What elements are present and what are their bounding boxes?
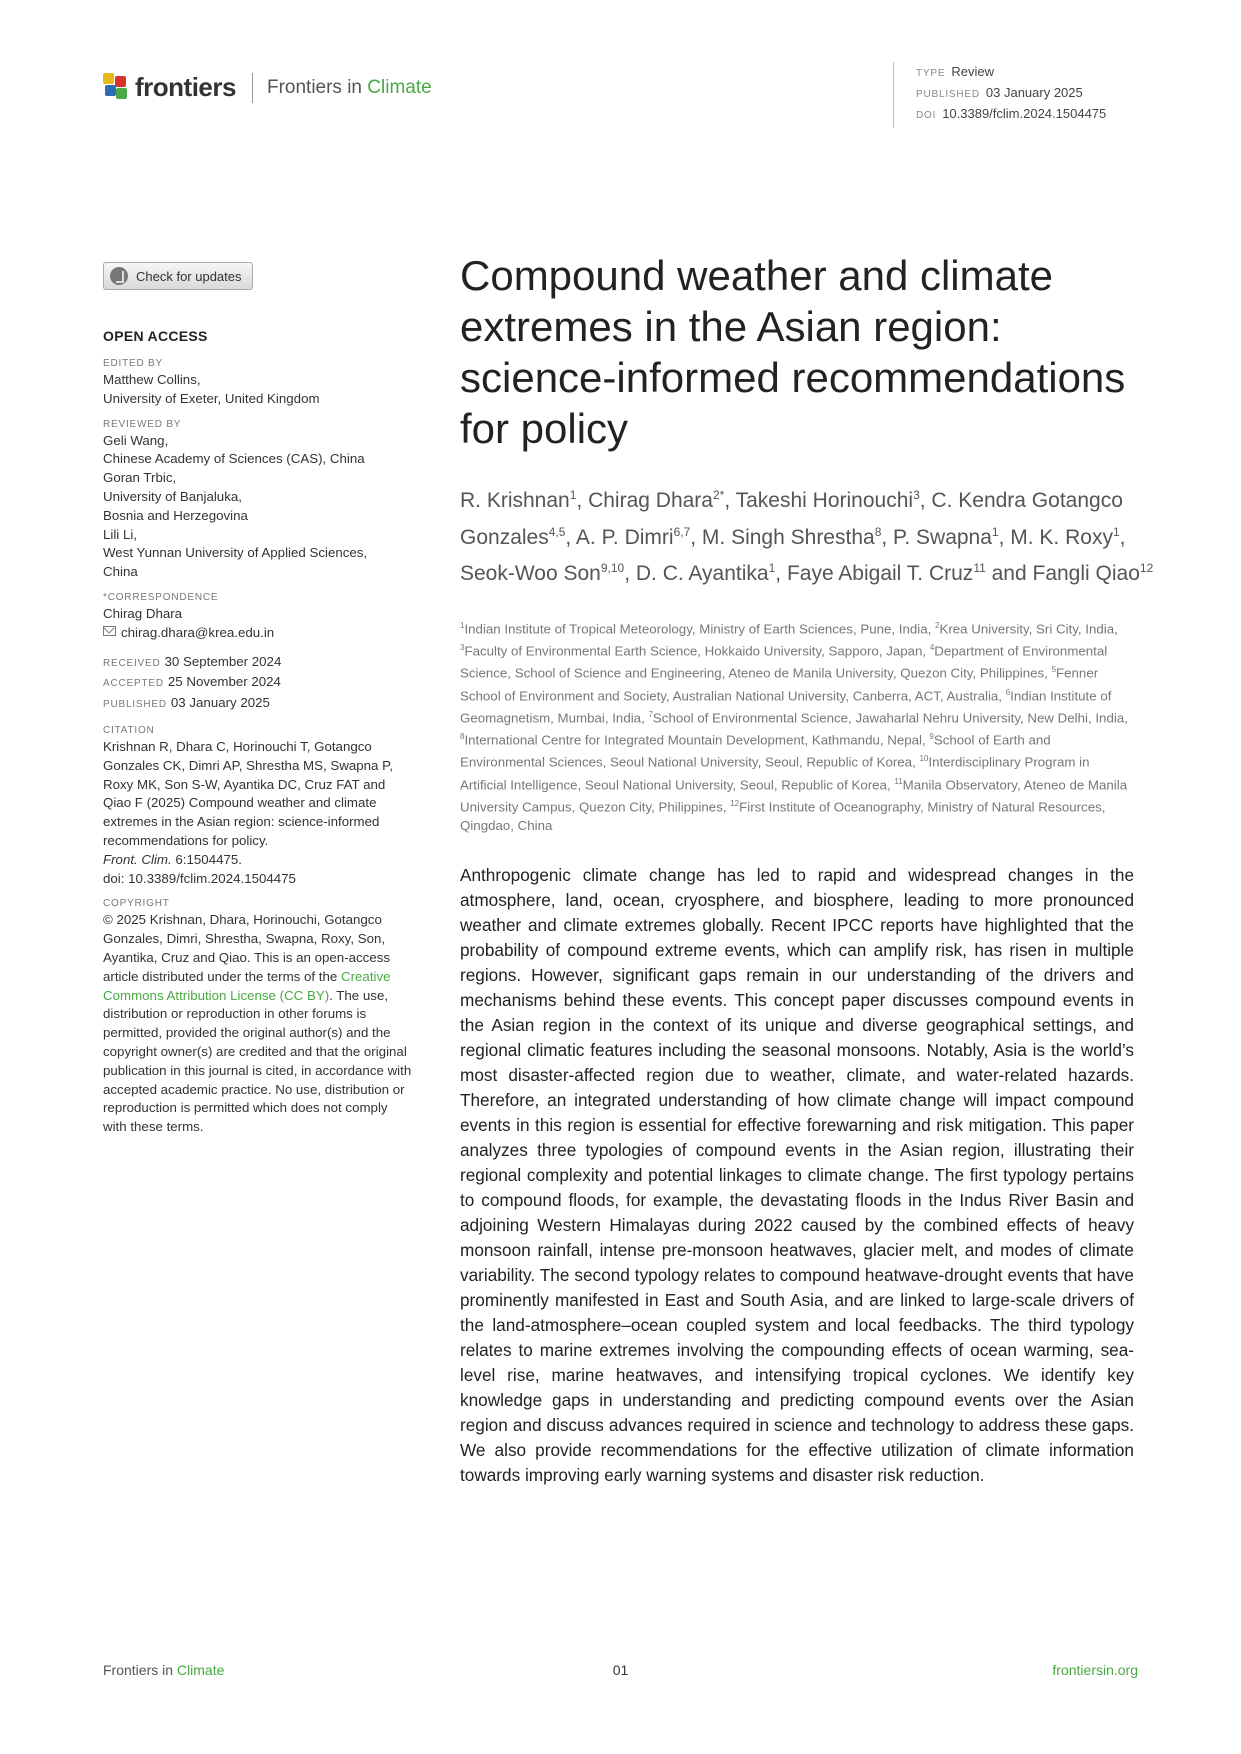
meta-type-value: Review — [951, 64, 994, 79]
meta-type-key: TYPE — [916, 68, 946, 79]
mail-icon — [103, 626, 116, 636]
author-affiliation-marker: 1 — [569, 488, 577, 502]
edited-by-line: Matthew Collins, — [103, 372, 201, 387]
meta-published-value: 03 January 2025 — [985, 85, 1083, 100]
affiliation-marker: 5 — [1051, 665, 1057, 675]
author-affiliation-marker: 3 — [913, 488, 920, 502]
logo-divider — [252, 73, 253, 103]
received-key: RECEIVED — [103, 657, 161, 669]
author-separator: , — [998, 525, 1011, 549]
affiliation-list — [460, 617, 1130, 836]
author-affiliation-marker: 9,10 — [600, 561, 625, 575]
author-separator: , — [565, 525, 576, 549]
author-name[interactable]: D. C. Ayantika — [635, 562, 769, 585]
citation-body: Krishnan R, Dhara C, Horinouchi T, Gotangco Gonzales CK, Dimri AP, Shrestha MS, Swapna P, Roxy MK, Son S-W, Ayantika DC, Cruz FAT and Qiao F (2025) Compound weather and climate extremes in the Asian region: science-informed recommendations for policy. — [103, 738, 393, 848]
affiliation-marker: 6 — [1005, 687, 1011, 697]
received-value: 30 September 2024 — [164, 653, 282, 669]
author-separator: , — [576, 489, 589, 512]
author-name[interactable]: Chirag Dhara — [588, 489, 713, 512]
author-affiliation-marker: 1 — [768, 561, 776, 575]
article-meta — [893, 62, 1106, 128]
author-name[interactable]: R. Krishnan — [460, 489, 570, 512]
author-affiliation-marker: 12 — [1139, 561, 1154, 575]
author-separator: and — [985, 562, 1033, 585]
published-date — [103, 694, 413, 715]
citation-journal: Front. Clim. — [103, 851, 172, 867]
reviewed-by-heading: REVIEWED BY — [103, 418, 182, 430]
author-list — [460, 480, 1160, 590]
meta-type — [916, 62, 1106, 83]
author-separator: , — [1119, 525, 1126, 549]
affiliation-text: Manila Observatory, Ateneo de Manila University Campus, Quezon City, Philippines, — [460, 776, 1128, 815]
affiliation-marker: 3 — [460, 643, 465, 653]
affiliation-text: School of Environmental Science, Jawaharlal Nehru University, New Delhi, India, — [652, 710, 1128, 726]
author-separator: , — [881, 525, 894, 549]
footer-site-link[interactable]: frontiersin.org — [1052, 1662, 1138, 1678]
reviewed-by-line: Chinese Academy of Sciences (CAS), China — [103, 451, 365, 467]
author-affiliation-marker: 11 — [973, 561, 986, 575]
received-date — [103, 653, 413, 674]
citation-text — [103, 738, 413, 888]
copyright-heading: COPYRIGHT — [103, 898, 170, 910]
footer-journal-name: Climate — [176, 1662, 225, 1678]
edited-by-list — [103, 371, 413, 409]
correspondence-email-text[interactable]: chirag.dhara@krea.edu.in — [121, 624, 275, 640]
affiliation-text: Indian Institute of Geomagnetism, Mumbai, India, — [460, 688, 1112, 726]
affiliation-text: Fenner School of Environment and Society, Australian National University, Canberra, ACT, Australia, — [460, 665, 1099, 704]
correspondence-email[interactable] — [103, 624, 413, 643]
author-name[interactable]: C. Kendra Gotangco Gonzales — [460, 489, 1123, 549]
affiliation-marker: 8 — [460, 732, 465, 742]
author-affiliation-marker: 2* — [712, 488, 725, 502]
sidebar — [103, 328, 413, 1137]
affiliation-text: Indian Institute of Tropical Meteorology, Ministry of Earth Sciences, Pune, India, — [464, 621, 936, 637]
author-separator: , — [724, 489, 736, 512]
affiliation-text: Faculty of Environmental Earth Science, Hokkaido University, Sapporo, Japan, — [464, 643, 930, 659]
affiliation-text: International Centre for Integrated Mountain Development, Kathmandu, Nepal, — [464, 732, 930, 748]
accepted-value: 25 November 2024 — [167, 674, 281, 690]
author-affiliation-marker: 1 — [991, 524, 999, 539]
accepted-key: ACCEPTED — [103, 678, 164, 690]
author-name[interactable]: Seok-Woo Son — [460, 562, 601, 585]
abstract: Anthropogenic climate change has led to rapid and widespread changes in the atmosphere, land, ocean, cryosphere, and biosphere, leading to more pronounced weather and climate extremes globally. Recent IPCC reports have highlighted that the probability of compound extreme events, which can amplify risk, has risen in multiple regions. However, significant gaps remain in our understanding of the drivers and mechanisms behind these events. This concept paper discusses compound events in the Asian region in the context of its unique and diverse geographical settings, and regional climatic features including the seasonal monsoons. Notably, Asia is the world’s most disaster-affected region due to weather, climate, and water-related hazards. Therefore, an integrated understanding of how climate change will impact compound events in this region is essential for effective forewarning and risk mitigation. This paper analyzes three typologies of compound events in the Asian region, illustrating their regional complexity and potential linkages to climate change. The first typology pertains to compound floods, for example, the devastating floods in the Indus River Basin and adjoining Western Himalayas during 2022 caused by the combined effects of heavy monsoon rainfall, intense pre-monsoon heatwaves, glacier melt, and modes of climate variability. The second typology relates to compound heatwave-drought events that have prominently manifested in East and South Asia, and are linked to large-scale drivers of the land-atmosphere–ocean coupled system and local feedbacks. The third typology relates to marine extremes involving the compounding effects of ocean warming, sea-level rise, marine heatwaves, and intensifying tropical cyclones. We identify key knowledge gaps in understanding and predicting compound events over the Asian region and discuss advances required in science and technology to address these gaps. We also provide recommendations for the effective utilization of climate information towards improving early warning systems and disaster risk reduction. — [460, 865, 1134, 1485]
copyright-pre: © 2025 Krishnan, Dhara, Horinouchi, Gotangco Gonzales, Dimri, Shrestha, Swapna, Roxy, Son, Ayantika, Cruz and Qiao. This is an open-access article distributed under the terms of the — [103, 912, 391, 984]
frontiers-logo-icon — [103, 73, 129, 103]
meta-published-key: PUBLISHED — [916, 89, 980, 100]
affiliation-marker: 7 — [648, 709, 653, 719]
copyright-text — [103, 911, 413, 1137]
affiliation-marker: 12 — [730, 798, 740, 808]
reviewed-by-line: China — [103, 564, 138, 580]
check-for-updates-label: Check for updates — [136, 268, 242, 284]
affiliation-text: Interdisciplinary Program in Artificial Intelligence, Seoul National University, Seoul, Republic of Korea, — [460, 754, 1090, 792]
meta-published — [916, 83, 1106, 104]
update-check-icon — [110, 267, 128, 285]
journal-name — [267, 77, 432, 99]
journal-prefix: Frontiers in — [266, 76, 368, 98]
page-number: 01 — [612, 1662, 629, 1678]
correspondence-name: Chirag Dhara — [103, 605, 183, 621]
reviewed-by-line: Geli Wang, — [103, 432, 169, 448]
author-name[interactable]: Faye Abigail T. Cruz — [786, 562, 974, 585]
affiliation-marker: 9 — [929, 732, 934, 742]
author-separator: , — [775, 562, 787, 585]
author-separator: , — [624, 562, 636, 585]
open-access-label: OPEN ACCESS — [103, 328, 208, 344]
accepted-date — [103, 673, 413, 694]
reviewed-by-line: Goran Trbic, — [103, 470, 177, 486]
author-affiliation-marker: 4,5 — [548, 524, 566, 539]
meta-doi-key: DOI — [916, 110, 937, 121]
affiliation-marker: 4 — [929, 643, 935, 653]
author-name[interactable]: P. Swapna — [893, 525, 992, 549]
article-title: Compound weather and climate extremes in the Asian region: science-informed recommendations for policy — [460, 252, 1126, 452]
reviewed-by-line: University of Banjaluka, — [103, 488, 242, 504]
affiliation-marker: 1 — [460, 621, 465, 630]
author-affiliation-marker: 6,7 — [673, 524, 691, 539]
author-separator: , — [919, 489, 932, 512]
author-name[interactable]: Fangli Qiao — [1032, 562, 1140, 585]
check-for-updates-button[interactable] — [103, 262, 253, 290]
reviewed-by-line: Lili Li, — [103, 526, 137, 542]
meta-doi-value[interactable]: 10.3389/fclim.2024.1504475 — [942, 106, 1107, 121]
author-name[interactable]: M. Singh Shrestha — [701, 525, 875, 549]
correspondence-heading: *CORRESPONDENCE — [103, 591, 219, 603]
citation-doi[interactable]: doi: 10.3389/fclim.2024.1504475 — [103, 870, 296, 886]
affiliation-text: Department of Environmental Science, School of Science and Engineering, Ateneo de Manila University, Quezon City, Philippines, — [460, 643, 1108, 681]
cc-by-license-link[interactable]: Creative Commons Attribution License (CC BY) — [103, 968, 391, 1003]
affiliation-text: School of Earth and Environmental Sciences, Seoul National University, Seoul, Republic of Korea, — [460, 732, 1051, 770]
frontiers-logo[interactable] — [103, 72, 432, 103]
published-key: PUBLISHED — [103, 699, 167, 711]
affiliation-marker: 2 — [935, 621, 940, 630]
edited-by-heading: EDITED BY — [103, 358, 163, 369]
author-name[interactable]: M. K. Roxy — [1010, 525, 1113, 549]
citation-heading: CITATION — [103, 724, 155, 736]
author-affiliation-marker: 8 — [874, 524, 882, 539]
reviewed-by-line: Bosnia and Herzegovina — [103, 507, 248, 523]
citation-volume: 6:1504475. — [171, 851, 242, 867]
affiliation-text: Krea University, Sri City, India, — [939, 621, 1118, 637]
affiliation-marker: 11 — [894, 776, 903, 786]
dates-block — [103, 653, 413, 715]
author-name[interactable]: Takeshi Horinouchi — [735, 489, 914, 512]
copyright-post: . The use, distribution or reproduction in other forums is permitted, provided the original author(s) and the copyright owner(s) are credited and that the original publication in this journal is cited, in accordance with accepted academic practice. No use, distribution or reproduction is permitted which does not comply with these terms. — [103, 987, 412, 1135]
journal-title: Climate — [367, 76, 432, 98]
affiliation-marker: 10 — [919, 754, 929, 764]
author-name[interactable]: A. P. Dimri — [575, 525, 674, 549]
affiliation-text: First Institute of Oceanography, Ministry of Natural Resources, Qingdao, China — [460, 799, 1106, 833]
published-value: 03 January 2025 — [170, 695, 270, 711]
edited-by-line: University of Exeter, United Kingdom — [103, 390, 320, 406]
author-separator: , — [690, 525, 702, 549]
reviewed-by-line: West Yunnan University of Applied Sciences, — [103, 545, 368, 561]
author-affiliation-marker: 1 — [1112, 524, 1120, 539]
logo-wordmark: frontiers — [135, 72, 236, 102]
meta-doi[interactable] — [916, 104, 1106, 125]
reviewed-by-list — [103, 432, 413, 582]
footer-journal-prefix: Frontiers in — [103, 1662, 177, 1678]
